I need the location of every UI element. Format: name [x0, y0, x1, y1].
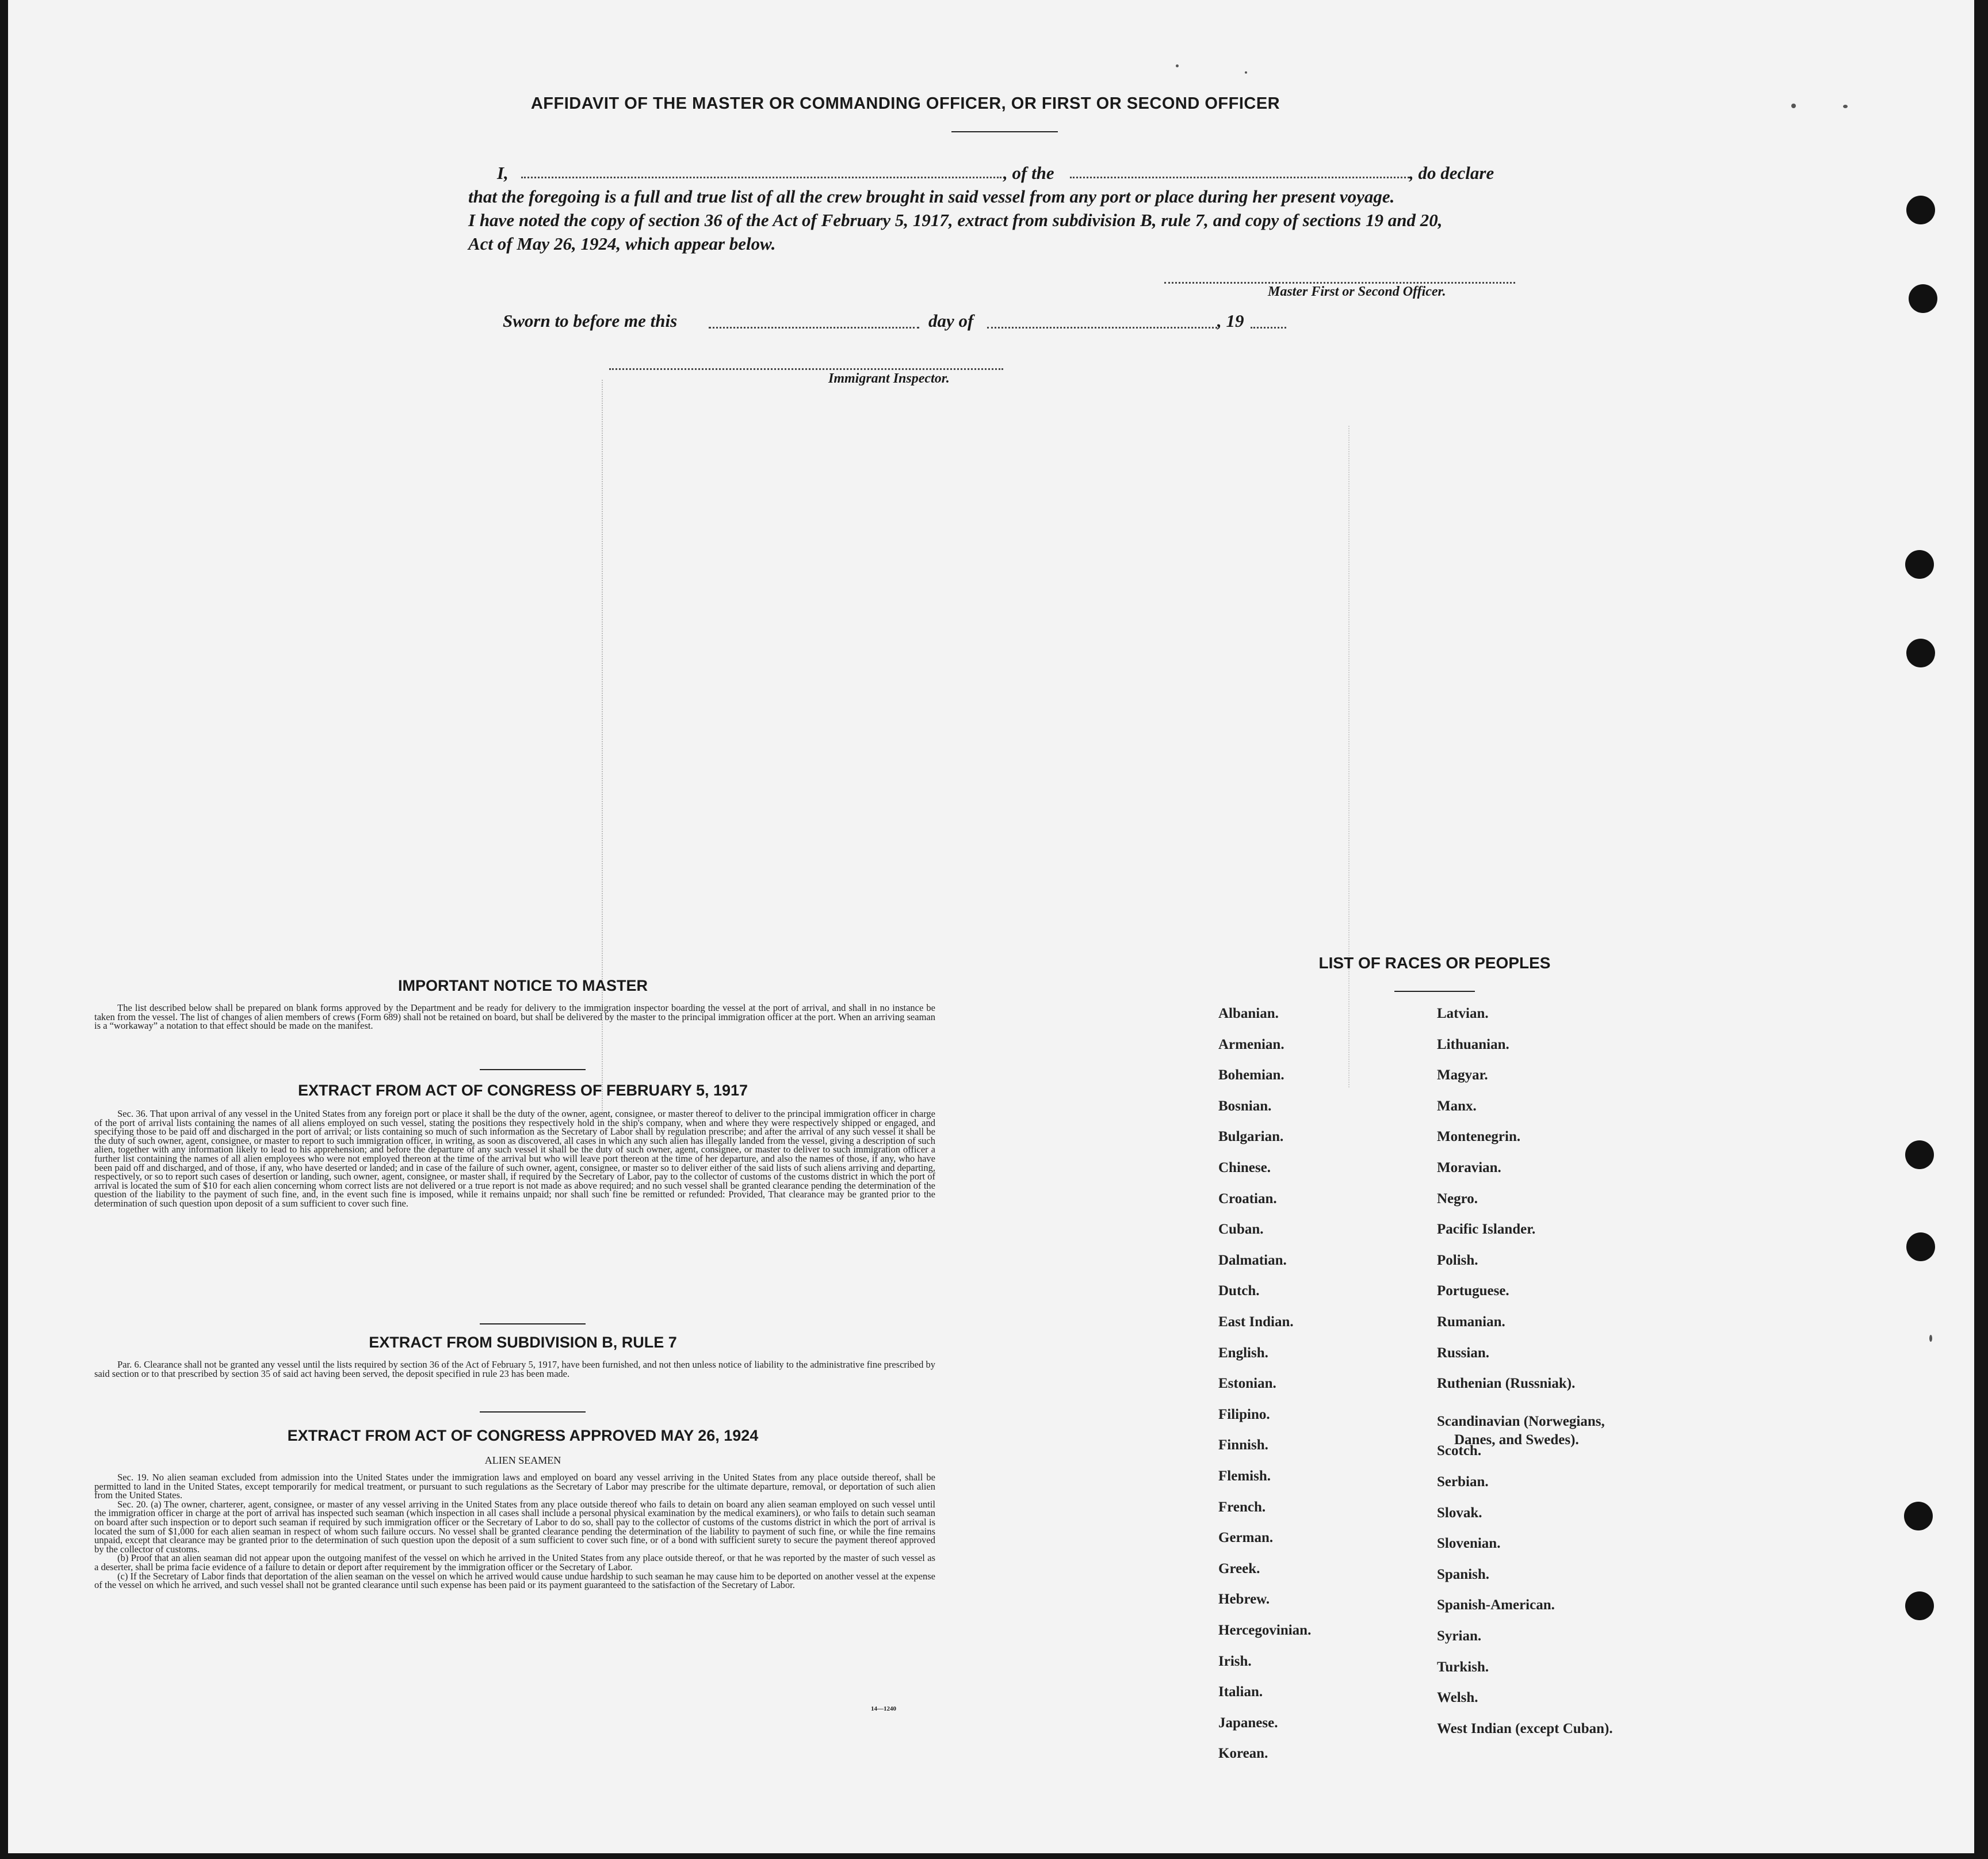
- rule-7-text: [94, 1360, 935, 1378]
- sworn-month-field[interactable]: [987, 327, 1217, 329]
- race-item: Armenian.: [1218, 1036, 1284, 1052]
- races-title-underline: [1394, 991, 1475, 992]
- sworn-prefix: Sworn to before me this: [503, 311, 678, 331]
- race-item: Croatian.: [1218, 1190, 1277, 1207]
- binder-hole: [1906, 639, 1935, 667]
- race-item: Polish.: [1437, 1252, 1478, 1268]
- race-item: Scandinavian (Norwegians,: [1437, 1413, 1605, 1429]
- ink-speck: [1929, 1335, 1932, 1342]
- ink-speck: [1176, 64, 1179, 67]
- race-item: Rumanian.: [1437, 1314, 1505, 1330]
- sworn-year-field[interactable]: [1251, 327, 1286, 329]
- race-item: East Indian.: [1218, 1314, 1294, 1330]
- binder-hole: [1906, 1232, 1935, 1261]
- race-item: Pacific Islander.: [1437, 1221, 1536, 1238]
- race-item: Portuguese.: [1437, 1283, 1509, 1299]
- race-item: Cuban.: [1218, 1221, 1264, 1238]
- year-prefix: , 19: [1217, 311, 1244, 331]
- races-title: LIST OF RACES OR PEOPLES: [1318, 954, 1551, 972]
- form-number: 14—1240: [871, 1705, 896, 1712]
- officer-caption: Master First or Second Officer.: [1268, 284, 1446, 299]
- race-item: Italian.: [1218, 1684, 1263, 1700]
- declaration-block: [468, 161, 1550, 255]
- race-item: Spanish-American.: [1437, 1597, 1555, 1613]
- do-declare-label: , do declare: [1409, 163, 1494, 183]
- race-item: Ruthenian (Russniak).: [1437, 1376, 1576, 1392]
- race-item: Filipino.: [1218, 1406, 1270, 1422]
- divider-3: [480, 1411, 586, 1413]
- race-item: Dutch.: [1218, 1283, 1260, 1299]
- par-6-paragraph: Par. 6. Clearance shall not be granted any vessel until the lists required by section 36 of the Act of February 5, 1917, have been furnished, and not then unless notice of liability to the administrative fine prescribed by said section or to that prescribed by section 35 of said act having been served, the deposit specified in rule 23 has been made.: [94, 1359, 935, 1379]
- race-item: Latvian.: [1437, 1006, 1489, 1021]
- binder-hole: [1905, 1591, 1934, 1620]
- extract-1924-title: EXTRACT FROM ACT OF CONGRESS APPROVED MAY 26, 1924: [287, 1427, 759, 1444]
- race-item: Syrian.: [1437, 1628, 1482, 1644]
- binder-hole: [1906, 196, 1935, 224]
- officer-signature-line[interactable]: [1164, 282, 1515, 284]
- race-item: Estonian.: [1218, 1376, 1276, 1392]
- race-item: Bulgarian.: [1218, 1129, 1284, 1145]
- of-the-label: , of the: [1003, 163, 1054, 183]
- binder-hole: [1904, 1502, 1933, 1530]
- race-item: Manx.: [1437, 1098, 1477, 1114]
- race-item: West Indian (except Cuban).: [1437, 1720, 1613, 1736]
- race-item: Spanish.: [1437, 1566, 1490, 1582]
- binder-hole: [1905, 1140, 1934, 1169]
- ink-speck: [1843, 105, 1848, 108]
- race-item: Turkish.: [1437, 1659, 1489, 1675]
- sec-20c-paragraph: (c) If the Secretary of Labor finds that deportation of the alien seaman on the vessel on which he arrived would cause undue hardship to such seaman he may cause him to be deported on another vessel at the expense of the vessel on which he arrived, and such vessel shall not be granted clearance until such expense has been paid or its payment guaranteed to the satisfaction of the Secretary of Labor.: [94, 1570, 935, 1591]
- race-item: Finnish.: [1218, 1437, 1268, 1453]
- sworn-day-field[interactable]: [709, 327, 919, 329]
- race-item: Montenegrin.: [1437, 1129, 1521, 1145]
- race-item: Welsh.: [1437, 1690, 1478, 1706]
- race-item: Negro.: [1437, 1190, 1478, 1207]
- declarant-prefix: I,: [497, 163, 509, 183]
- notice-title: IMPORTANT NOTICE TO MASTER: [398, 977, 648, 994]
- race-item: English.: [1218, 1345, 1268, 1361]
- inspector-signature-line[interactable]: [609, 368, 1003, 370]
- race-item: Chinese.: [1218, 1160, 1271, 1175]
- race-item: French.: [1218, 1499, 1266, 1515]
- race-item: Russian.: [1437, 1345, 1490, 1361]
- fold-line-right: [1348, 426, 1349, 1087]
- race-item: Bohemian.: [1218, 1067, 1284, 1083]
- inspector-caption: Immigrant Inspector.: [828, 371, 950, 386]
- race-item: Korean.: [1218, 1746, 1268, 1762]
- binder-hole: [1909, 284, 1937, 313]
- sec-20b-paragraph: (b) Proof that an alien seaman did not appear upon the outgoing manifest of the vessel on which he arrived in the United States from any place outside thereof, or that he was reported by the master of such vessel as a deserter, shall be prima facie evidence of a failure to detain or deport after requirement by the immigration officer or the Secretary of Labor.: [94, 1552, 935, 1572]
- declarant-name-field[interactable]: [521, 177, 1001, 178]
- race-item: Irish.: [1218, 1653, 1252, 1669]
- race-item: Slovenian.: [1437, 1536, 1501, 1552]
- sec-20a-paragraph: Sec. 20. (a) The owner, charterer, agent, consignee, or master of any vessel arriving in the United States from any place outside thereof who fails to detain on board any alien seaman employed on such vessel until the immigration officer in charge at the port of arrival has inspected such seaman (which inspection in all cases shall include a personal physical examination by the medical examiners), or who fails to detain such seaman on board after such inspection or to deport such seaman if required by such immigration officer or the Secretary of Labor to do so, shall pay to the collector of customs of the customs district in which the port of arrival is located the sum of $1,000 for each alien seaman in respect of whom such failure occurs. No vessel shall be granted clearance pending the determination of the liability to payment of such fine, or while the fine remains unpaid, except that clearance may be granted prior to the determination of such question upon the deposit of a sum sufficient to cover such fine, or of a bond with sufficient surety to secure the payment thereof approved by the collector of customs.: [94, 1498, 935, 1555]
- race-item: Flemish.: [1218, 1468, 1271, 1484]
- vessel-name-field[interactable]: [1070, 177, 1409, 178]
- declaration-line-2: that the foregoing is a full and true list of all the crew brought in said vessel from any port or place during her present voyage.: [468, 186, 1395, 207]
- rule-7-title: EXTRACT FROM SUBDIVISION B, RULE 7: [369, 1334, 677, 1351]
- binder-hole: [1905, 550, 1934, 579]
- race-item: Hebrew.: [1218, 1591, 1270, 1608]
- race-item: Japanese.: [1218, 1715, 1278, 1731]
- race-item: Slovak.: [1437, 1505, 1482, 1521]
- divider-1: [480, 1069, 586, 1070]
- notice-text: [94, 1003, 935, 1030]
- race-item: Greek.: [1218, 1560, 1260, 1576]
- ink-speck: [1245, 71, 1247, 74]
- race-item: Albanian.: [1218, 1006, 1279, 1021]
- race-item: Lithuanian.: [1437, 1036, 1509, 1052]
- race-item: Moravian.: [1437, 1160, 1501, 1175]
- form-page: [8, 0, 1974, 1853]
- declaration-line-3: I have noted the copy of section 36 of the Act of February 5, 1917, extract from subdivision B, rule 7, and copy of sections 19 and 20,: [468, 210, 1443, 230]
- divider-2: [480, 1323, 586, 1324]
- sworn-line: [503, 311, 1308, 334]
- alien-seamen-subtitle: ALIEN SEAMEN: [484, 1455, 561, 1466]
- extract-1917-text: [94, 1109, 935, 1208]
- ink-speck: [1791, 104, 1796, 108]
- declaration-line-4: Act of May 26, 1924, which appear below.: [468, 234, 776, 254]
- notice-paragraph: The list described below shall be prepared on blank forms approved by the Department and be ready for delivery to the immigration inspector boarding the vessel at the port of arrival, and shall in no instance be taken from the vessel. The list of changes of alien members of crews (Form 689) shall not be retained on board, but shall be delivered by the master to the principal immigration officer at the port. When an arriving seaman is a “workaway” a notation to that effect should be made on the manifest.: [94, 1002, 935, 1032]
- extract-1917-title: EXTRACT FROM ACT OF CONGRESS OF FEBRUARY 5, 1917: [297, 1082, 748, 1099]
- extract-1924-text: [94, 1473, 935, 1590]
- sec-19-paragraph: Sec. 19. No alien seaman excluded from admission into the United States under the immigration laws and employed on board any vessel arriving in the United States from any place outside thereof, shall be permitted to land in the United States, except temporarily for medical treatment, or pursuant to such regulations as the Secretary of Labor may prescribe for the ultimate departure, removal, or deportation of such alien from the United States.: [94, 1472, 935, 1501]
- day-of-label: day of: [928, 311, 974, 331]
- race-item: Dalmatian.: [1218, 1252, 1287, 1268]
- declaration-line-1: [468, 161, 1550, 185]
- race-item: Magyar.: [1437, 1067, 1488, 1083]
- race-item: Hercegovinian.: [1218, 1623, 1312, 1638]
- race-item: Scotch.: [1437, 1443, 1482, 1459]
- race-item: German.: [1218, 1530, 1274, 1546]
- race-item: Serbian.: [1437, 1474, 1489, 1490]
- race-item: Danes, and Swedes).: [1454, 1432, 1579, 1448]
- race-item: Bosnian.: [1218, 1098, 1272, 1114]
- affidavit-title: AFFIDAVIT OF THE MASTER OR COMMANDING OFFICER, OR FIRST OR SECOND OFFICER: [530, 94, 1280, 113]
- title-underline: [951, 131, 1058, 132]
- sec-36-paragraph: Sec. 36. That upon arrival of any vessel in the United States from any foreign port or place it shall be the duty of the owner, agent, consignee, or master thereof to deliver to the principal immigration officer in charge of the port of arrival lists containing the names of all aliens employed on such vessel, stating the positions they respectively hold in the ship's company, when and where they were respectively shipped or engaged, and specifying those to be paid off and discharged in the port of arrival; or lists containing so much of such information as the Secretary of Labor shall by regulation prescribe; and after the arrival of any such vessel it shall be the duty of such owner, agent, consignee, or master to report to such immigration officer, in writing, as soon as discovered, all cases in which any such alien has illegally landed from the vessel, giving a description of such alien, together with any information likely to lead to his apprehension; and before the departure of any such vessel it shall be the duty of such owner, agent, consignee, or master to deliver to such immigration officer a further list containing the names of all alien employees who were not employed thereon at the time of the arrival but who will leave port thereon at the time of her departure, and also the names of those, if any, who have been paid off and discharged, and of those, if any, who have deserted or landed; and in case of the failure of such owner, agent, consignee, or master so to deliver either of the said lists of such aliens arriving and departing, respectively, or so to report such cases of desertion or landing, such owner, agent, consignee, or master shall, if required by the Secretary of Labor, pay to the collector of customs of the customs district in which the port of arrival is located the sum of $10 for each alien concerning whom correct lists are not delivered or a true report is not made as above required; and no such vessel shall be granted clearance pending the determination of the question of the liability to the payment of such fine, and, in the event such fine is imposed, while it remains unpaid; nor shall such fine be remitted or refunded: Provided, That clearance may be granted prior to the determination of such question upon deposit of a sum sufficient to cover such fine.: [94, 1108, 935, 1209]
